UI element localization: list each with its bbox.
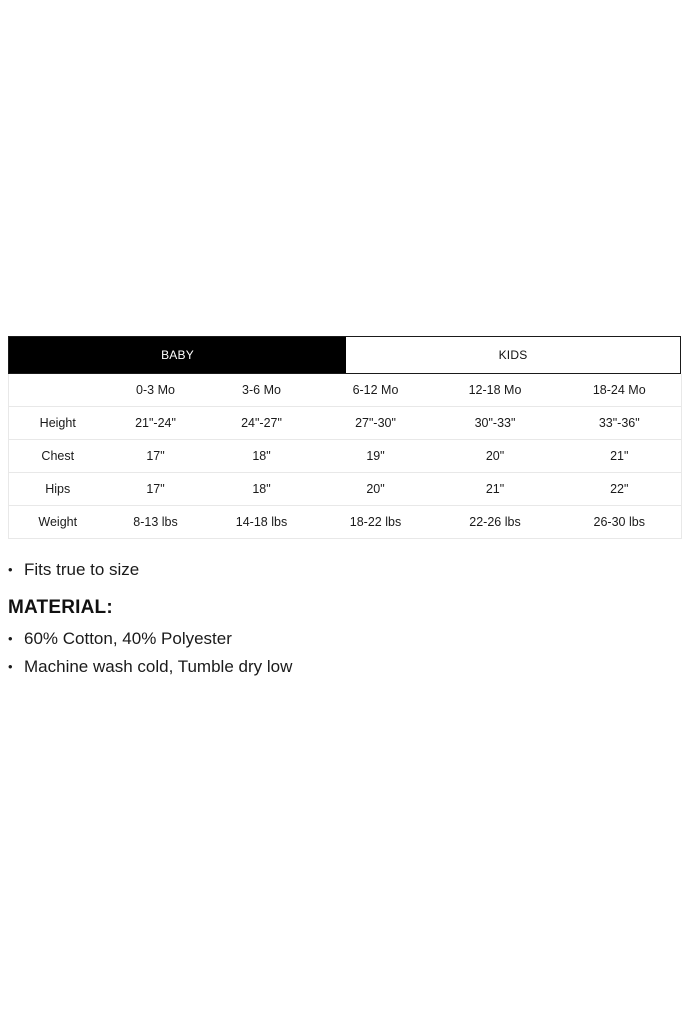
table-cell: 27"-30" <box>319 407 433 440</box>
size-tabs <box>8 336 681 374</box>
list-item <box>8 653 668 681</box>
table-row <box>9 473 682 506</box>
table-cell: 18-22 lbs <box>319 506 433 539</box>
list-item <box>8 625 668 653</box>
table-header-row <box>9 374 682 407</box>
column-header: 3-6 Mo <box>205 374 319 407</box>
row-label: Chest <box>9 440 107 473</box>
table-cell: 17" <box>107 473 205 506</box>
table-corner-cell <box>9 374 107 407</box>
row-label: Weight <box>9 506 107 539</box>
product-details <box>8 556 668 681</box>
column-header: 6-12 Mo <box>319 374 433 407</box>
table-cell: 20" <box>433 440 558 473</box>
table-cell: 8-13 lbs <box>107 506 205 539</box>
column-header: 0-3 Mo <box>107 374 205 407</box>
tab-baby[interactable]: BABY <box>9 337 346 373</box>
fit-notes-list <box>8 556 668 584</box>
material-item-text: Machine wash cold, Tumble dry low <box>24 657 293 676</box>
table-cell: 20" <box>319 473 433 506</box>
bullet-icon: • <box>8 631 13 646</box>
table-cell: 22" <box>558 473 682 506</box>
row-label: Height <box>9 407 107 440</box>
table-cell: 24"-27" <box>205 407 319 440</box>
table-cell: 18" <box>205 440 319 473</box>
tab-kids[interactable]: KIDS <box>346 337 680 373</box>
table-cell: 21" <box>433 473 558 506</box>
list-item <box>8 556 668 584</box>
material-list <box>8 625 668 681</box>
size-guide <box>8 336 681 539</box>
column-header: 12-18 Mo <box>433 374 558 407</box>
bullet-icon: • <box>8 659 13 674</box>
fit-note-text: Fits true to size <box>24 560 140 579</box>
table-cell: 21" <box>558 440 682 473</box>
table-cell: 19" <box>319 440 433 473</box>
table-cell: 22-26 lbs <box>433 506 558 539</box>
table-cell: 21"-24" <box>107 407 205 440</box>
material-heading: MATERIAL: <box>8 597 113 618</box>
bullet-icon: • <box>8 562 13 577</box>
table-cell: 26-30 lbs <box>558 506 682 539</box>
table-cell: 33"-36" <box>558 407 682 440</box>
table-row <box>9 407 682 440</box>
table-row <box>9 440 682 473</box>
table-cell: 14-18 lbs <box>205 506 319 539</box>
material-item-text: 60% Cotton, 40% Polyester <box>24 629 232 648</box>
table-cell: 18" <box>205 473 319 506</box>
size-table <box>8 374 682 539</box>
table-cell: 17" <box>107 440 205 473</box>
table-row <box>9 506 682 539</box>
row-label: Hips <box>9 473 107 506</box>
column-header: 18-24 Mo <box>558 374 682 407</box>
table-cell: 30"-33" <box>433 407 558 440</box>
